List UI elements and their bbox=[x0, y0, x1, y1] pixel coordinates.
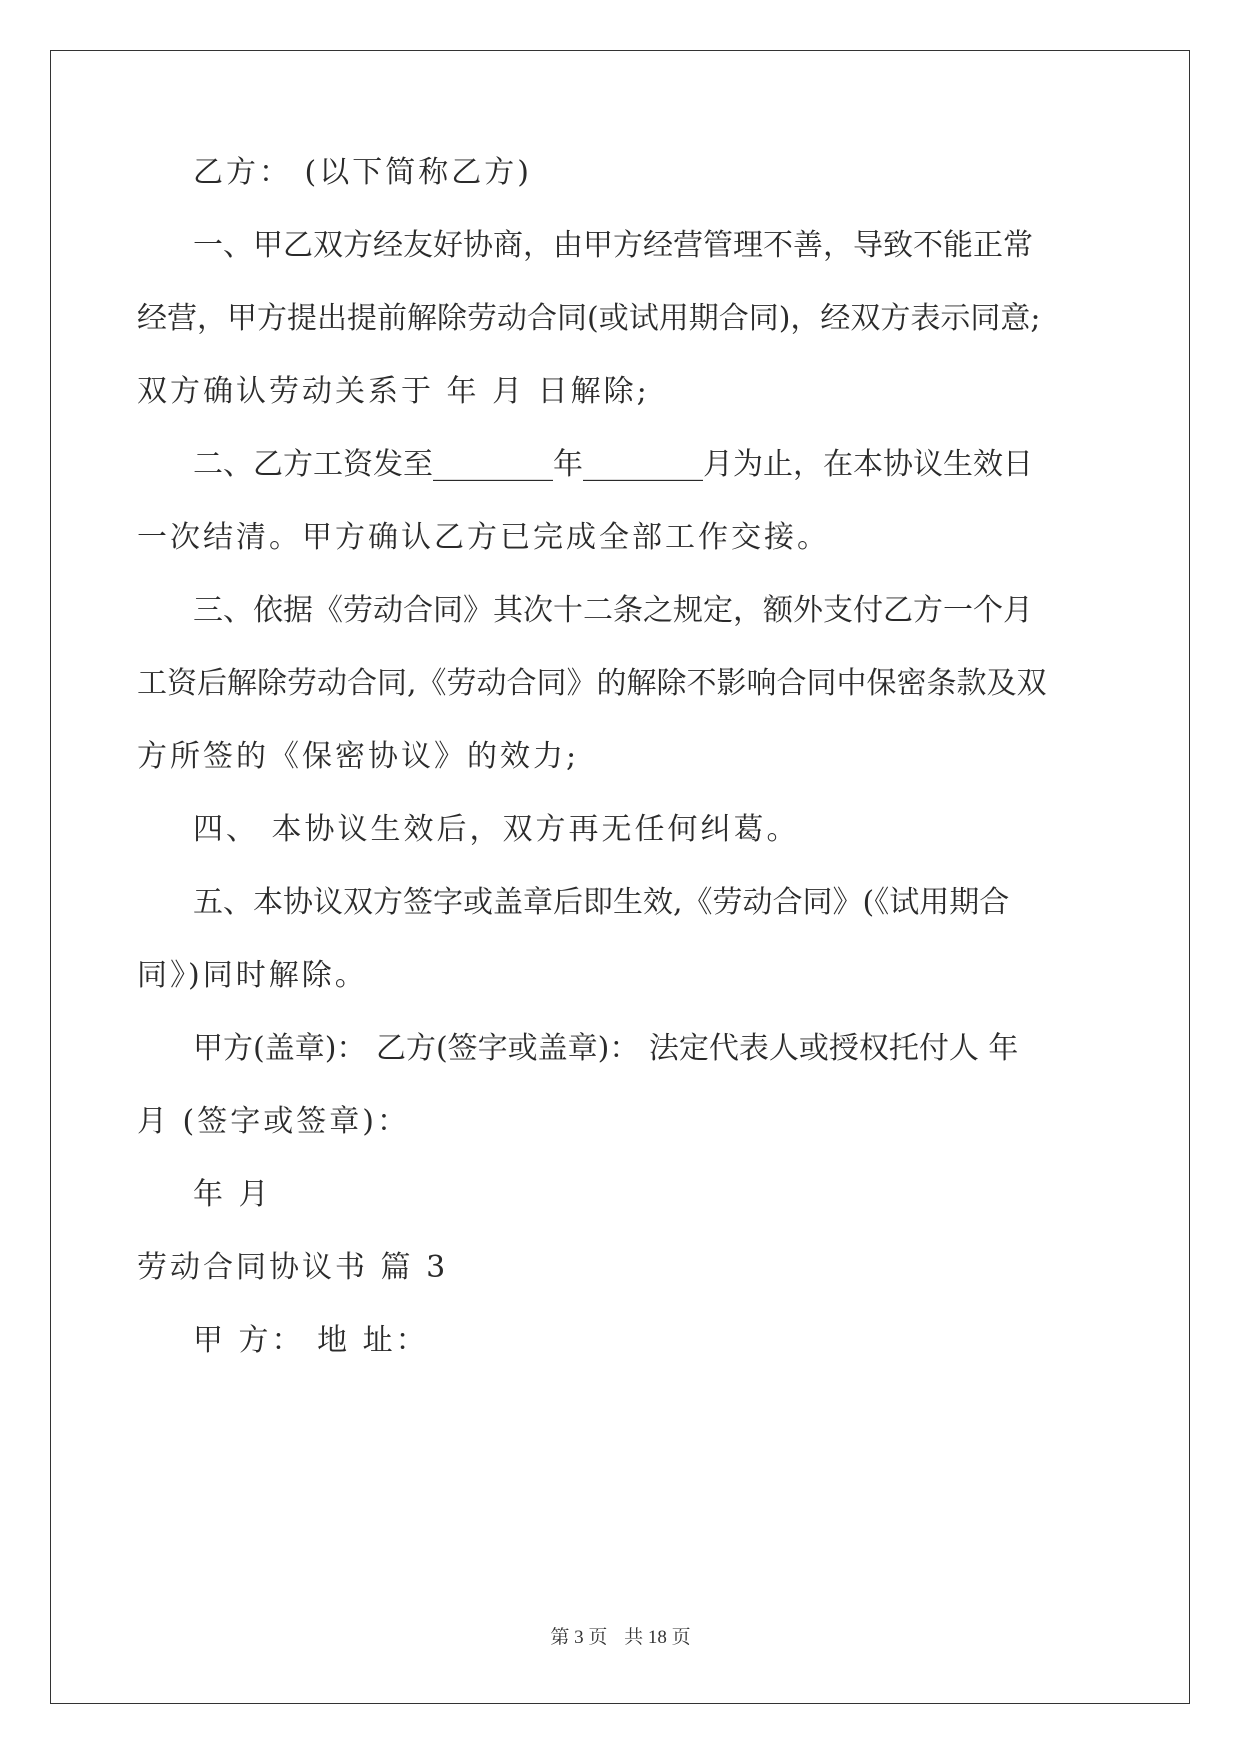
page-footer bbox=[0, 1626, 1241, 1650]
page-number: 第 3 页 bbox=[550, 1627, 608, 1648]
date-line: 年 月 bbox=[193, 1177, 272, 1212]
clause-1-line-3: 双方确认劳动关系于 年 月 日解除; bbox=[137, 374, 650, 409]
clause-3-line-2: 工资后解除劳动合同,《劳动合同》的解除不影响合同中保密条款及双 bbox=[137, 666, 1047, 701]
clause-3-line-3: 方所签的《保密协议》的效力; bbox=[137, 739, 580, 774]
clause-1-line-2: 经营，甲方提出提前解除劳动合同(或试用期合同)，经双方表示同意; bbox=[137, 301, 1041, 336]
clause-2-line-2: 一次结清。甲方确认乙方已完成全部工作交接。 bbox=[137, 520, 830, 555]
clause-3-line-1: 三、依据《劳动合同》其次十二条之规定，额外支付乙方一个月 bbox=[193, 593, 1033, 628]
page-total: 共 18 页 bbox=[624, 1627, 691, 1648]
signature-line-1: 甲方(盖章)： 乙方(签字或盖章)： 法定代表人或授权托付人 年 bbox=[193, 1031, 1019, 1066]
clause-5-line-1: 五、本协议双方签字或盖章后即生效,《劳动合同》(《试用期合 bbox=[193, 885, 1010, 920]
clause-5-line-2: 同》)同时解除。 bbox=[137, 958, 368, 993]
party-a-address-line: 甲 方： 地 址： bbox=[193, 1323, 429, 1358]
clause-1-line-1: 一、甲乙双方经友好协商，由甲方经营管理不善，导致不能正常 bbox=[193, 228, 1033, 263]
signature-line-2: 月 (签字或签章)： bbox=[137, 1104, 410, 1139]
clause-2-line-1: 二、乙方工资发至________年________月为止，在本协议生效日 bbox=[193, 447, 1033, 482]
clause-4-line: 四、 本协议生效后，双方再无任何纠葛。 bbox=[193, 812, 800, 847]
party-b-line: 乙方： (以下简称乙方) bbox=[193, 155, 532, 190]
section-heading: 劳动合同协议书 篇 3 bbox=[137, 1250, 449, 1285]
